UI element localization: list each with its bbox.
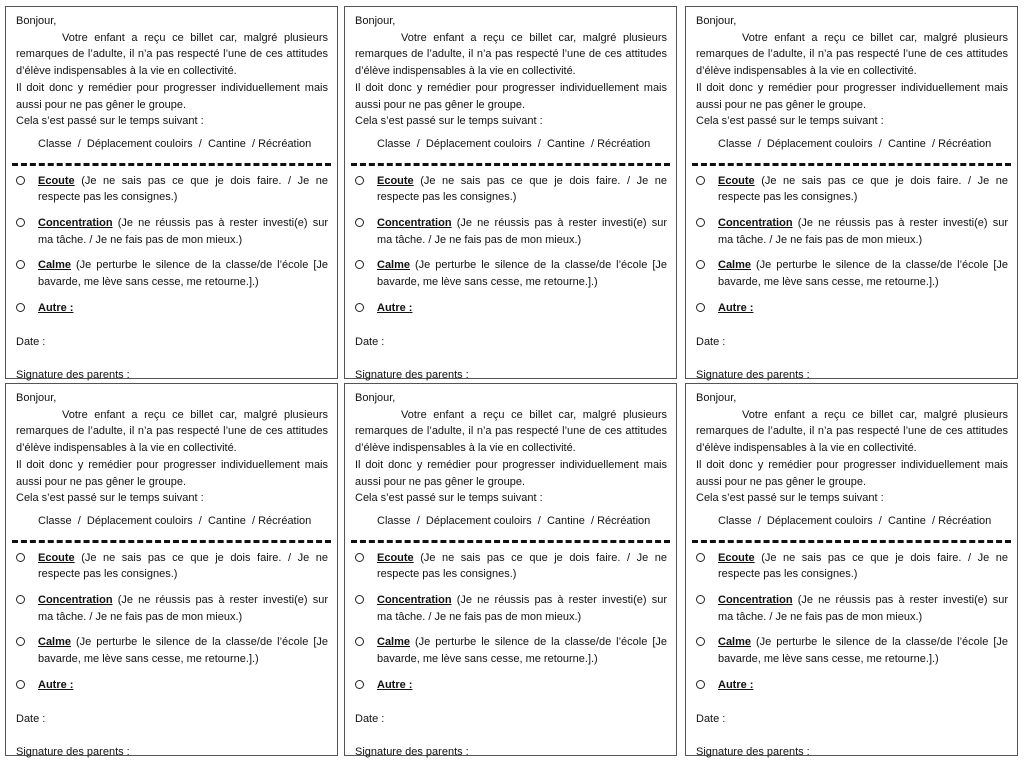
behavior-slip-4 <box>5 383 338 759</box>
option-detail: (Je ne réussis pas à rester investi(e) sur ma tâche. / Je ne fais pas de mon mieux.) <box>38 217 328 246</box>
when-text: Cela s’est passé sur le temps suivant : <box>16 115 204 128</box>
radio-circle-icon[interactable] <box>16 218 25 227</box>
option-detail: (Je ne réussis pas à rester investi(e) sur ma tâche. / Je ne fais pas de mon mieux.) <box>38 594 328 623</box>
time-options <box>355 136 667 153</box>
option-ecoute[interactable] <box>16 550 328 583</box>
date-field[interactable]: Date : <box>355 712 385 725</box>
option-detail: (Je ne sais pas ce que je dois faire. / Je ne respecte pas les consignes.) <box>38 174 328 204</box>
radio-circle-icon[interactable] <box>696 553 705 562</box>
option-calme[interactable] <box>696 634 1008 667</box>
option-detail: (Je ne réussis pas à rester investi(e) sur ma tâche. / Je ne fais pas de mon mieux.) <box>377 594 667 623</box>
dashed-separator <box>692 163 1011 166</box>
dashed-separator <box>12 540 331 543</box>
option-autre[interactable] <box>355 300 667 317</box>
time-options-text: Classe / Déplacement couloirs / Cantine / Récréation <box>718 137 992 150</box>
option-concentration[interactable] <box>355 592 667 625</box>
option-concentration[interactable] <box>355 215 667 248</box>
radio-circle-icon[interactable] <box>16 680 25 689</box>
remedy-text: Il doit donc y remédier pour progresser individuellement mais aussi pour ne pas gêner le groupe. <box>696 81 1008 111</box>
option-keyword: Calme <box>38 259 72 272</box>
radio-circle-icon[interactable] <box>355 176 364 185</box>
option-autre[interactable] <box>696 677 1008 694</box>
option-detail: (Je ne réussis pas à rester investi(e) sur ma tâche. / Je ne fais pas de mon mieux.) <box>718 594 1008 623</box>
option-detail: (Je ne sais pas ce que je dois faire. / Je ne respecte pas les consignes.) <box>718 551 1008 581</box>
when-text: Cela s’est passé sur le temps suivant : <box>16 492 204 505</box>
option-detail: (Je perturbe le silence de la classe/de l’école [Je bavarde, me lève sans cesse, me retourne.].) <box>377 259 667 289</box>
option-autre[interactable] <box>355 677 667 694</box>
intro-text: Votre enfant a reçu ce billet car, malgré plusieurs remarques de l’adulte, il n’a pas respecté l’une de ces attitudes d’élève indispensables à la vie en collectivité. <box>696 31 1008 78</box>
option-keyword: Autre : <box>377 301 413 314</box>
time-options-text: Classe / Déplacement couloirs / Cantine / Récréation <box>377 514 651 527</box>
dashed-separator <box>12 163 331 166</box>
radio-circle-icon[interactable] <box>696 260 705 269</box>
option-autre[interactable] <box>696 300 1008 317</box>
option-ecoute[interactable] <box>696 173 1008 206</box>
time-options <box>696 136 1008 153</box>
option-keyword: Ecoute <box>38 174 75 187</box>
time-options <box>16 136 328 153</box>
option-calme[interactable] <box>16 257 328 290</box>
option-keyword: Ecoute <box>377 551 414 564</box>
option-keyword: Autre : <box>377 678 413 691</box>
radio-circle-icon[interactable] <box>16 553 25 562</box>
behavior-slip-6 <box>685 383 1018 759</box>
option-keyword: Autre : <box>38 301 74 314</box>
radio-circle-icon[interactable] <box>355 553 364 562</box>
radio-circle-icon[interactable] <box>16 595 25 604</box>
option-detail: (Je ne sais pas ce que je dois faire. / Je ne respecte pas les consignes.) <box>718 174 1008 204</box>
option-keyword: Calme <box>377 636 411 649</box>
time-options-text: Classe / Déplacement couloirs / Cantine / Récréation <box>38 514 312 527</box>
greeting: Bonjour, <box>696 15 737 27</box>
remedy-text: Il doit donc y remédier pour progresser individuellement mais aussi pour ne pas gêner le groupe. <box>355 81 667 111</box>
option-ecoute[interactable] <box>696 550 1008 583</box>
remedy-text: Il doit donc y remédier pour progresser individuellement mais aussi pour ne pas gêner le groupe. <box>16 81 328 111</box>
behavior-slip-1 <box>5 6 338 382</box>
greeting: Bonjour, <box>355 15 396 27</box>
greeting: Bonjour, <box>355 392 396 404</box>
option-autre[interactable] <box>16 300 328 317</box>
date-field[interactable]: Date : <box>355 335 385 348</box>
option-calme[interactable] <box>355 634 667 667</box>
signature-field[interactable]: Signature des parents : <box>355 746 469 759</box>
intro-text: Votre enfant a reçu ce billet car, malgré plusieurs remarques de l’adulte, il n’a pas respecté l’une de ces attitudes d’élève indispensables à la vie en collectivité. <box>16 408 328 455</box>
time-options <box>355 513 667 530</box>
intro-text: Votre enfant a reçu ce billet car, malgré plusieurs remarques de l’adulte, il n’a pas respecté l’une de ces attitudes d’élève indispensables à la vie en collectivité. <box>696 408 1008 455</box>
radio-circle-icon[interactable] <box>696 303 705 312</box>
date-field[interactable]: Date : <box>696 335 726 348</box>
radio-circle-icon[interactable] <box>355 637 364 646</box>
option-keyword: Ecoute <box>377 174 414 187</box>
option-detail: (Je ne sais pas ce que je dois faire. / Je ne respecte pas les consignes.) <box>38 551 328 581</box>
dashed-separator <box>692 540 1011 543</box>
option-detail: (Je perturbe le silence de la classe/de l’école [Je bavarde, me lève sans cesse, me retourne.].) <box>377 636 667 666</box>
option-detail: (Je perturbe le silence de la classe/de l’école [Je bavarde, me lève sans cesse, me retourne.].) <box>718 636 1008 666</box>
when-text: Cela s’est passé sur le temps suivant : <box>355 492 543 505</box>
radio-circle-icon[interactable] <box>696 595 705 604</box>
radio-circle-icon[interactable] <box>16 637 25 646</box>
behavior-slip-5 <box>344 383 677 759</box>
option-calme[interactable] <box>16 634 328 667</box>
option-calme[interactable] <box>696 257 1008 290</box>
radio-circle-icon[interactable] <box>696 218 705 227</box>
option-autre[interactable] <box>16 677 328 694</box>
radio-circle-icon[interactable] <box>355 218 364 227</box>
option-detail: (Je perturbe le silence de la classe/de l’école [Je bavarde, me lève sans cesse, me retourne.].) <box>718 259 1008 289</box>
option-ecoute[interactable] <box>16 173 328 206</box>
remedy-text: Il doit donc y remédier pour progresser individuellement mais aussi pour ne pas gêner le groupe. <box>16 458 328 488</box>
option-keyword: Ecoute <box>718 174 755 187</box>
option-detail: (Je ne sais pas ce que je dois faire. / Je ne respecte pas les consignes.) <box>377 174 667 204</box>
option-detail: (Je ne réussis pas à rester investi(e) sur ma tâche. / Je ne fais pas de mon mieux.) <box>718 217 1008 246</box>
option-ecoute[interactable] <box>355 173 667 206</box>
radio-circle-icon[interactable] <box>696 637 705 646</box>
dashed-separator <box>351 163 670 166</box>
slip-sheet <box>5 6 1019 759</box>
behavior-slip-2 <box>344 6 677 382</box>
time-options-text: Classe / Déplacement couloirs / Cantine / Récréation <box>38 137 312 150</box>
radio-circle-icon[interactable] <box>696 176 705 185</box>
option-detail: (Je ne sais pas ce que je dois faire. / Je ne respecte pas les consignes.) <box>377 551 667 581</box>
signature-field[interactable]: Signature des parents : <box>696 369 810 382</box>
option-keyword: Concentration <box>377 594 452 607</box>
option-keyword: Concentration <box>718 217 793 230</box>
option-keyword: Ecoute <box>718 551 755 564</box>
option-concentration[interactable] <box>696 215 1008 248</box>
radio-circle-icon[interactable] <box>16 303 25 312</box>
time-options <box>696 513 1008 530</box>
greeting: Bonjour, <box>16 392 57 404</box>
signature-field[interactable]: Signature des parents : <box>696 746 810 759</box>
option-keyword: Ecoute <box>38 551 75 564</box>
radio-circle-icon[interactable] <box>16 176 25 185</box>
behavior-slip-3 <box>685 6 1018 382</box>
radio-circle-icon[interactable] <box>355 595 364 604</box>
date-field[interactable]: Date : <box>16 712 46 725</box>
option-keyword: Concentration <box>718 594 793 607</box>
option-keyword: Calme <box>377 259 411 272</box>
intro-text: Votre enfant a reçu ce billet car, malgré plusieurs remarques de l’adulte, il n’a pas respecté l’une de ces attitudes d’élève indispensables à la vie en collectivité. <box>355 408 667 455</box>
option-keyword: Concentration <box>38 217 113 230</box>
greeting: Bonjour, <box>696 392 737 404</box>
dashed-separator <box>351 540 670 543</box>
remedy-text: Il doit donc y remédier pour progresser individuellement mais aussi pour ne pas gêner le groupe. <box>696 458 1008 488</box>
option-detail: (Je perturbe le silence de la classe/de l’école [Je bavarde, me lève sans cesse, me retourne.].) <box>38 636 328 666</box>
radio-circle-icon[interactable] <box>696 680 705 689</box>
time-options-text: Classe / Déplacement couloirs / Cantine / Récréation <box>377 137 651 150</box>
radio-circle-icon[interactable] <box>355 680 364 689</box>
option-concentration[interactable] <box>16 592 328 625</box>
option-keyword: Calme <box>718 259 752 272</box>
radio-circle-icon[interactable] <box>355 303 364 312</box>
option-detail: (Je ne réussis pas à rester investi(e) sur ma tâche. / Je ne fais pas de mon mieux.) <box>377 217 667 246</box>
option-keyword: Autre : <box>38 678 74 691</box>
date-field[interactable]: Date : <box>16 335 46 348</box>
intro-text: Votre enfant a reçu ce billet car, malgré plusieurs remarques de l’adulte, il n’a pas respecté l’une de ces attitudes d’élève indispensables à la vie en collectivité. <box>16 31 328 78</box>
greeting: Bonjour, <box>16 15 57 27</box>
signature-field[interactable]: Signature des parents : <box>355 369 469 382</box>
intro-text: Votre enfant a reçu ce billet car, malgré plusieurs remarques de l’adulte, il n’a pas respecté l’une de ces attitudes d’élève indispensables à la vie en collectivité. <box>355 31 667 78</box>
signature-field[interactable]: Signature des parents : <box>16 369 130 382</box>
radio-circle-icon[interactable] <box>16 260 25 269</box>
option-keyword: Autre : <box>718 678 754 691</box>
option-keyword: Concentration <box>38 594 113 607</box>
time-options <box>16 513 328 530</box>
date-field[interactable]: Date : <box>696 712 726 725</box>
option-keyword: Calme <box>38 636 72 649</box>
option-calme[interactable] <box>355 257 667 290</box>
option-keyword: Calme <box>718 636 752 649</box>
when-text: Cela s’est passé sur le temps suivant : <box>355 115 543 128</box>
when-text: Cela s’est passé sur le temps suivant : <box>696 492 884 505</box>
remedy-text: Il doit donc y remédier pour progresser individuellement mais aussi pour ne pas gêner le groupe. <box>355 458 667 488</box>
when-text: Cela s’est passé sur le temps suivant : <box>696 115 884 128</box>
option-keyword: Autre : <box>718 301 754 314</box>
radio-circle-icon[interactable] <box>355 260 364 269</box>
option-ecoute[interactable] <box>355 550 667 583</box>
time-options-text: Classe / Déplacement couloirs / Cantine / Récréation <box>718 514 992 527</box>
option-concentration[interactable] <box>696 592 1008 625</box>
option-keyword: Concentration <box>377 217 452 230</box>
option-detail: (Je perturbe le silence de la classe/de l’école [Je bavarde, me lève sans cesse, me retourne.].) <box>38 259 328 289</box>
signature-field[interactable]: Signature des parents : <box>16 746 130 759</box>
option-concentration[interactable] <box>16 215 328 248</box>
